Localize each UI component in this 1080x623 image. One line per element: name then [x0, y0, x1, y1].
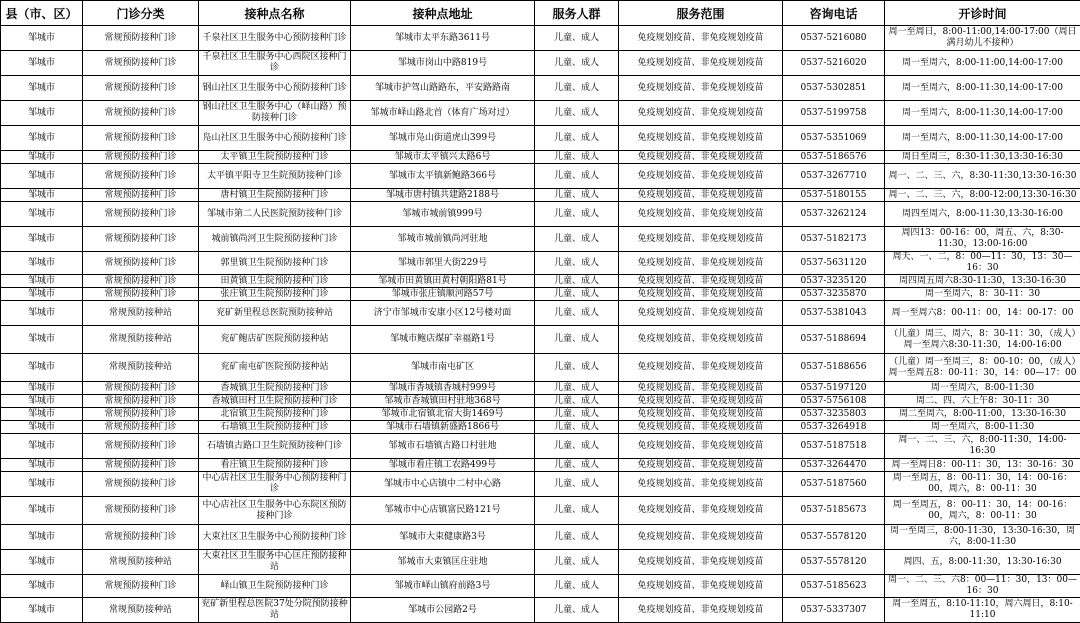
- site-address-cell: 邹城市太平镇新鲍路366号: [351, 164, 535, 189]
- site-name-cell: 千泉社区卫生服务中心西院区接种门诊: [199, 51, 351, 76]
- table-header-row: [1, 1, 1080, 26]
- service-population-cell: 儿童、成人: [535, 26, 619, 51]
- clinic-type-cell: 常规预防接种门诊: [83, 252, 199, 275]
- service-population-cell: 儿童、成人: [535, 434, 619, 459]
- county-cell: 邹城市: [1, 421, 83, 434]
- phone-cell: 0537-5631120: [783, 252, 885, 275]
- service-scope-cell: 免疫规划疫苗、非免疫规划疫苗: [619, 434, 783, 459]
- hours-cell: 周四至周六，8:00-11:30,13:30-16:00: [885, 202, 1080, 227]
- service-population-cell: 儿童、成人: [535, 202, 619, 227]
- phone-cell: 0537-5578120: [783, 525, 885, 550]
- site-name-cell: 兖矿新里程总医院预防接种站: [199, 301, 351, 326]
- phone-cell: 0537-5302851: [783, 76, 885, 101]
- table-row: [1, 252, 1080, 275]
- hours-cell: 周一至周六，8:00-11:30,14:00-17:00: [885, 76, 1080, 101]
- phone-cell: 0537-5337307: [783, 598, 885, 623]
- hours-cell: 周一至周五，8:10-11:10，周六周日，8:10-11:10: [885, 598, 1080, 623]
- site-name-header: 接种点名称: [199, 1, 351, 26]
- site-name-cell: 大束社区卫生服务中心匡庄预防接种站: [199, 550, 351, 575]
- service-scope-cell: 免疫规划疫苗、非免疫规划疫苗: [619, 575, 783, 598]
- service-scope-cell: 免疫规划疫苗、非免疫规划疫苗: [619, 472, 783, 497]
- county-cell: 邹城市: [1, 151, 83, 164]
- site-name-cell: 钢山社区卫生服务中心（峄山路）预防接种门诊: [199, 101, 351, 126]
- site-address-cell: 邹城市大束镇匡庄驻地: [351, 550, 535, 575]
- service-scope-cell: 免疫规划疫苗、非免疫规划疫苗: [619, 275, 783, 288]
- county-cell: 邹城市: [1, 459, 83, 472]
- phone-cell: 0537-3264470: [783, 459, 885, 472]
- clinic-type-cell: 常规预防接种站: [83, 354, 199, 382]
- clinic-type-cell: 常规预防接种门诊: [83, 459, 199, 472]
- phone-cell: 0537-5216080: [783, 26, 885, 51]
- hours-cell: 周一至周六，8:00-11:30: [885, 421, 1080, 434]
- site-address-cell: 邹城市太平镇兴太路6号: [351, 151, 535, 164]
- hours-cell: 周一、二、三、六，8:00-12:00,13:30-16:30: [885, 189, 1080, 202]
- service-scope-cell: 免疫规划疫苗、非免疫规划疫苗: [619, 497, 783, 525]
- service-scope-cell: 免疫规划疫苗、非免疫规划疫苗: [619, 164, 783, 189]
- clinic-type-cell: 常规预防接种门诊: [83, 288, 199, 301]
- service-population-cell: 儿童、成人: [535, 497, 619, 525]
- clinic-type-cell: 常规预防接种门诊: [83, 101, 199, 126]
- service-population-header: 服务人群: [535, 1, 619, 26]
- county-cell: 邹城市: [1, 301, 83, 326]
- site-address-cell: 邹城市唐村镇共建路2188号: [351, 189, 535, 202]
- service-population-cell: 儿童、成人: [535, 51, 619, 76]
- table-row: [1, 202, 1080, 227]
- service-population-cell: 儿童、成人: [535, 395, 619, 408]
- county-cell: 邹城市: [1, 227, 83, 252]
- service-population-cell: 儿童、成人: [535, 252, 619, 275]
- service-population-cell: 儿童、成人: [535, 189, 619, 202]
- site-name-cell: 唐村镇卫生院预防接种门诊: [199, 189, 351, 202]
- site-name-cell: 看庄镇卫生院预防接种门诊: [199, 459, 351, 472]
- service-scope-header: 服务范围: [619, 1, 783, 26]
- service-population-cell: 儿童、成人: [535, 227, 619, 252]
- site-name-cell: 城前镇尚河卫生院预防接种门诊: [199, 227, 351, 252]
- hours-cell: （儿童）周一至周三，8：00-10：00，（成人）周一至周五8：00-11：30，14：00—17：00: [885, 354, 1080, 382]
- county-cell: 邹城市: [1, 189, 83, 202]
- phone-cell: 0537-5185673: [783, 497, 885, 525]
- site-address-cell: 济宁市邹城市安康小区12号楼对面: [351, 301, 535, 326]
- site-address-header: 接种点地址: [351, 1, 535, 26]
- clinic-type-cell: 常规预防接种门诊: [83, 472, 199, 497]
- hours-cell: 周一至周六，8:00-11:30,14:00-17:00: [885, 126, 1080, 151]
- site-address-cell: 邹城市凫山街道虎山399号: [351, 126, 535, 151]
- site-address-cell: 邹城市郭里大街229号: [351, 252, 535, 275]
- hours-cell: 周一、二、三、六8：00—11：30，13：00—16：30: [885, 575, 1080, 598]
- hours-cell: 周一、二、三、六，8:00-11:30，14:00-16:30: [885, 434, 1080, 459]
- hours-cell: 周二至周六，8:00-11:00，13:30-16:30: [885, 408, 1080, 421]
- hours-cell: 周日至周三，8:30-11:30,13:30-16:30: [885, 151, 1080, 164]
- clinic-type-cell: 常规预防接种站: [83, 550, 199, 575]
- table-row: [1, 151, 1080, 164]
- site-name-cell: 千泉社区卫生服务中心预防接种门诊: [199, 26, 351, 51]
- hours-cell: 周一至周五，8：00-11：30，14：00-16：00，周六，8：00-11：30: [885, 497, 1080, 525]
- site-address-cell: 邹城市看庄镇工农路499号: [351, 459, 535, 472]
- table-row: [1, 227, 1080, 252]
- table-row: [1, 598, 1080, 623]
- clinic-type-cell: 常规预防接种门诊: [83, 434, 199, 459]
- hours-cell: 周一至周日，8:00-11:00,14:00-17:00（周日满月幼儿不接种）: [885, 26, 1080, 51]
- hours-cell: 周一至周六，8：30-11：30: [885, 288, 1080, 301]
- hours-cell: 周四周五周六8:30-11:30，13:30-16:30: [885, 275, 1080, 288]
- service-population-cell: 儿童、成人: [535, 301, 619, 326]
- clinic-type-cell: 常规预防接种站: [83, 301, 199, 326]
- table-row: [1, 472, 1080, 497]
- service-population-cell: 儿童、成人: [535, 164, 619, 189]
- table-row: [1, 354, 1080, 382]
- service-scope-cell: 免疫规划疫苗、非免疫规划疫苗: [619, 51, 783, 76]
- service-scope-cell: 免疫规划疫苗、非免疫规划疫苗: [619, 151, 783, 164]
- clinic-type-header: 门诊分类: [83, 1, 199, 26]
- service-scope-cell: 免疫规划疫苗、非免疫规划疫苗: [619, 227, 783, 252]
- phone-cell: 0537-5188656: [783, 354, 885, 382]
- table-row: [1, 525, 1080, 550]
- service-population-cell: 儿童、成人: [535, 288, 619, 301]
- table-row: [1, 275, 1080, 288]
- phone-cell: 0537-5180155: [783, 189, 885, 202]
- phone-cell: 0537-5186576: [783, 151, 885, 164]
- table-row: [1, 164, 1080, 189]
- site-address-cell: 邹城市鲍店煤矿幸福路1号: [351, 326, 535, 354]
- service-scope-cell: 免疫规划疫苗、非免疫规划疫苗: [619, 202, 783, 227]
- site-address-cell: 邹城市南屯矿区: [351, 354, 535, 382]
- service-population-cell: 儿童、成人: [535, 408, 619, 421]
- site-address-cell: 邹城市石墙镇新盛路1866号: [351, 421, 535, 434]
- hours-cell: 周一至周五，8：00-11：30，14：00-16：00，周六，8：00-11：30: [885, 472, 1080, 497]
- hours-cell: 周一至周六，8:00-11:00,14:00-17:00: [885, 51, 1080, 76]
- phone-cell: 0537-5216020: [783, 51, 885, 76]
- table-row: [1, 459, 1080, 472]
- table-row: [1, 288, 1080, 301]
- clinic-type-cell: 常规预防接种门诊: [83, 189, 199, 202]
- phone-cell: 0537-5187560: [783, 472, 885, 497]
- phone-cell: 0537-5351069: [783, 126, 885, 151]
- service-population-cell: 儿童、成人: [535, 101, 619, 126]
- hours-cell: 周二、四、六上午8：30-11：30: [885, 395, 1080, 408]
- table-row: [1, 434, 1080, 459]
- table-row: [1, 126, 1080, 151]
- service-population-cell: 儿童、成人: [535, 275, 619, 288]
- site-name-cell: 太平镇平阳寺卫生院预防接种门诊: [199, 164, 351, 189]
- county-cell: 邹城市: [1, 101, 83, 126]
- service-scope-cell: 免疫规划疫苗、非免疫规划疫苗: [619, 252, 783, 275]
- county-cell: 邹城市: [1, 408, 83, 421]
- clinic-type-cell: 常规预防接种门诊: [83, 76, 199, 101]
- clinic-type-cell: 常规预防接种门诊: [83, 382, 199, 395]
- clinic-type-cell: 常规预防接种门诊: [83, 202, 199, 227]
- clinic-type-cell: 常规预防接种门诊: [83, 421, 199, 434]
- county-cell: 邹城市: [1, 275, 83, 288]
- site-address-cell: 邹城市城前镇尚河驻地: [351, 227, 535, 252]
- site-address-cell: 邹城市石墙镇古路口村驻地: [351, 434, 535, 459]
- county-cell: 邹城市: [1, 598, 83, 623]
- service-scope-cell: 免疫规划疫苗、非免疫规划疫苗: [619, 76, 783, 101]
- table-row: [1, 395, 1080, 408]
- service-population-cell: 儿童、成人: [535, 459, 619, 472]
- table-body: [1, 26, 1080, 623]
- clinic-type-cell: 常规预防接种门诊: [83, 525, 199, 550]
- clinic-type-cell: 常规预防接种门诊: [83, 395, 199, 408]
- county-cell: 邹城市: [1, 395, 83, 408]
- site-name-cell: 石墙镇卫生院预防接种门诊: [199, 421, 351, 434]
- site-name-cell: 中心店社区卫生服务中心预防接种门诊: [199, 472, 351, 497]
- site-name-cell: 张庄镇卫生院预防接种门诊: [199, 288, 351, 301]
- county-cell: 邹城市: [1, 434, 83, 459]
- hours-cell: 周四、五，8:00-11:30，13:30-16:30: [885, 550, 1080, 575]
- table-row: [1, 382, 1080, 395]
- service-scope-cell: 免疫规划疫苗、非免疫规划疫苗: [619, 459, 783, 472]
- hours-cell: 周一至周日8：00-11：30，13：30-16：30: [885, 459, 1080, 472]
- site-name-cell: 郭里镇卫生院预防接种门诊: [199, 252, 351, 275]
- service-population-cell: 儿童、成人: [535, 575, 619, 598]
- clinic-type-cell: 常规预防接种站: [83, 326, 199, 354]
- table-row: [1, 301, 1080, 326]
- service-population-cell: 儿童、成人: [535, 126, 619, 151]
- clinic-type-cell: 常规预防接种门诊: [83, 408, 199, 421]
- site-address-cell: 邹城市太平东路3611号: [351, 26, 535, 51]
- service-population-cell: 儿童、成人: [535, 421, 619, 434]
- site-name-cell: 钢山社区卫生服务中心预防接种门诊: [199, 76, 351, 101]
- county-cell: 邹城市: [1, 76, 83, 101]
- table-row: [1, 408, 1080, 421]
- county-cell: 邹城市: [1, 126, 83, 151]
- site-address-cell: 邹城市岗山中路819号: [351, 51, 535, 76]
- site-name-cell: 中心店社区卫生服务中心东院区预防接种门诊: [199, 497, 351, 525]
- clinic-type-cell: 常规预防接种门诊: [83, 497, 199, 525]
- phone-cell: 0537-3264918: [783, 421, 885, 434]
- service-scope-cell: 免疫规划疫苗、非免疫规划疫苗: [619, 395, 783, 408]
- phone-cell: 0537-5199758: [783, 101, 885, 126]
- clinic-type-cell: 常规预防接种门诊: [83, 227, 199, 252]
- table-row: [1, 189, 1080, 202]
- table-row: [1, 76, 1080, 101]
- hours-cell: 周一、二、三、六，8:30-11:30,13:30-16:30: [885, 164, 1080, 189]
- phone-header: 咨询电话: [783, 1, 885, 26]
- county-cell: 邹城市: [1, 164, 83, 189]
- site-name-cell: 北宿镇卫生院预防接种门诊: [199, 408, 351, 421]
- service-scope-cell: 免疫规划疫苗、非免疫规划疫苗: [619, 408, 783, 421]
- site-address-cell: 邹城市香城镇田村驻地368号: [351, 395, 535, 408]
- site-address-cell: 邹城市北宿镇北宿大街1469号: [351, 408, 535, 421]
- county-cell: 邹城市: [1, 354, 83, 382]
- site-address-cell: 邹城市峄山路北首（体育广场对过）: [351, 101, 535, 126]
- phone-cell: 0537-3262124: [783, 202, 885, 227]
- service-scope-cell: 免疫规划疫苗、非免疫规划疫苗: [619, 288, 783, 301]
- phone-cell: 0537-3235803: [783, 408, 885, 421]
- clinic-type-cell: 常规预防接种门诊: [83, 164, 199, 189]
- county-cell: 邹城市: [1, 26, 83, 51]
- county-cell: 邹城市: [1, 51, 83, 76]
- service-scope-cell: 免疫规划疫苗、非免疫规划疫苗: [619, 382, 783, 395]
- service-scope-cell: 免疫规划疫苗、非免疫规划疫苗: [619, 598, 783, 623]
- county-cell: 邹城市: [1, 252, 83, 275]
- county-cell: 邹城市: [1, 550, 83, 575]
- phone-cell: 0537-5182173: [783, 227, 885, 252]
- service-population-cell: 儿童、成人: [535, 598, 619, 623]
- table-row: [1, 497, 1080, 525]
- service-scope-cell: 免疫规划疫苗、非免疫规划疫苗: [619, 525, 783, 550]
- phone-cell: 0537-3235870: [783, 288, 885, 301]
- site-name-cell: 兖矿新里程总医院37处分院预防接种站: [199, 598, 351, 623]
- hours-cell: 周一至周三，8:00-11:30，13:30-16:30，周六，8:00-11:30: [885, 525, 1080, 550]
- site-name-cell: 香城镇田村卫生院预防接种门诊: [199, 395, 351, 408]
- site-address-cell: 邹城市护驾山路路东，平安路路南: [351, 76, 535, 101]
- hours-cell: 周天、一、二，8：00—11：30，13：30—16：30: [885, 252, 1080, 275]
- clinic-type-cell: 常规预防接种门诊: [83, 26, 199, 51]
- hours-cell: 周一至周六8：00-11：00，14：00-17：00: [885, 301, 1080, 326]
- clinic-type-cell: 常规预防接种门诊: [83, 151, 199, 164]
- county-cell: 邹城市: [1, 288, 83, 301]
- county-cell: 邹城市: [1, 202, 83, 227]
- county-cell: 邹城市: [1, 382, 83, 395]
- service-population-cell: 儿童、成人: [535, 326, 619, 354]
- service-population-cell: 儿童、成人: [535, 354, 619, 382]
- phone-cell: 0537-5187518: [783, 434, 885, 459]
- site-name-cell: 石墙镇古路口卫生院预防接种门诊: [199, 434, 351, 459]
- service-scope-cell: 免疫规划疫苗、非免疫规划疫苗: [619, 354, 783, 382]
- site-name-cell: 香城镇卫生院预防接种门诊: [199, 382, 351, 395]
- phone-cell: 0537-3235120: [783, 275, 885, 288]
- phone-cell: 0537-5197120: [783, 382, 885, 395]
- county-cell: 邹城市: [1, 497, 83, 525]
- service-scope-cell: 免疫规划疫苗、非免疫规划疫苗: [619, 301, 783, 326]
- service-population-cell: 儿童、成人: [535, 151, 619, 164]
- service-population-cell: 儿童、成人: [535, 76, 619, 101]
- service-scope-cell: 免疫规划疫苗、非免疫规划疫苗: [619, 26, 783, 51]
- phone-cell: 0537-3267710: [783, 164, 885, 189]
- hours-cell: 周一至周六，8:00-11:30: [885, 382, 1080, 395]
- table-row: [1, 550, 1080, 575]
- site-address-cell: 邹城市中心店镇中二村中心路: [351, 472, 535, 497]
- clinic-type-cell: 常规预防接种门诊: [83, 51, 199, 76]
- site-address-cell: 邹城市香城镇香城村999号: [351, 382, 535, 395]
- phone-cell: 0537-5756108: [783, 395, 885, 408]
- service-scope-cell: 免疫规划疫苗、非免疫规划疫苗: [619, 326, 783, 354]
- site-address-cell: 邹城市大束健康路3号: [351, 525, 535, 550]
- table-row: [1, 326, 1080, 354]
- table-row: [1, 421, 1080, 434]
- county-cell: 邹城市: [1, 575, 83, 598]
- site-name-cell: 邹城市第二人民医院预防接种门诊: [199, 202, 351, 227]
- site-name-cell: 峄山镇卫生院预防接种门诊: [199, 575, 351, 598]
- phone-cell: 0537-5381043: [783, 301, 885, 326]
- phone-cell: 0537-5185623: [783, 575, 885, 598]
- hours-cell: 周四13：00-16：00，周五、六，8:30-11:30，13:00-16:00: [885, 227, 1080, 252]
- clinic-type-cell: 常规预防接种门诊: [83, 575, 199, 598]
- site-name-cell: 兖矿鲍店矿医院预防接种站: [199, 326, 351, 354]
- table-row: [1, 26, 1080, 51]
- phone-cell: 0537-5578120: [783, 550, 885, 575]
- hours-cell: （儿童）周三、周六，8：30-11：30，（成人）周一至周六8:30-11:30，14:00-16:00: [885, 326, 1080, 354]
- county-header: 县（市、区）: [1, 1, 83, 26]
- service-population-cell: 儿童、成人: [535, 525, 619, 550]
- hours-cell: 周一至周六，8:00-11:30,14:00-17:00: [885, 101, 1080, 126]
- site-address-cell: 邹城市田黄镇田黄村朝阳路81号: [351, 275, 535, 288]
- site-address-cell: 邹城市峄山镇府前路3号: [351, 575, 535, 598]
- clinic-type-cell: 常规预防接种门诊: [83, 275, 199, 288]
- county-cell: 邹城市: [1, 472, 83, 497]
- site-name-cell: 大束社区卫生服务中心预防接种门诊: [199, 525, 351, 550]
- hours-header: 开诊时间: [885, 1, 1080, 26]
- site-address-cell: 邹城市张庄镇顺河路57号: [351, 288, 535, 301]
- site-name-cell: 太平镇卫生院预防接种门诊: [199, 151, 351, 164]
- phone-cell: 0537-5188694: [783, 326, 885, 354]
- site-name-cell: 田黄镇卫生院预防接种门诊: [199, 275, 351, 288]
- clinic-type-cell: 常规预防接种站: [83, 598, 199, 623]
- service-scope-cell: 免疫规划疫苗、非免疫规划疫苗: [619, 421, 783, 434]
- site-address-cell: 邹城市中心店镇富民路121号: [351, 497, 535, 525]
- service-scope-cell: 免疫规划疫苗、非免疫规划疫苗: [619, 126, 783, 151]
- county-cell: 邹城市: [1, 326, 83, 354]
- site-address-cell: 邹城市公园路2号: [351, 598, 535, 623]
- site-name-cell: 兖矿南屯矿医院预防接种站: [199, 354, 351, 382]
- service-scope-cell: 免疫规划疫苗、非免疫规划疫苗: [619, 550, 783, 575]
- table-row: [1, 51, 1080, 76]
- clinic-type-cell: 常规预防接种门诊: [83, 126, 199, 151]
- service-population-cell: 儿童、成人: [535, 550, 619, 575]
- service-population-cell: 儿童、成人: [535, 382, 619, 395]
- site-address-cell: 邹城市城前镇999号: [351, 202, 535, 227]
- service-population-cell: 儿童、成人: [535, 472, 619, 497]
- county-cell: 邹城市: [1, 525, 83, 550]
- table-row: [1, 101, 1080, 126]
- site-name-cell: 凫山社区卫生服务中心预防接种门诊: [199, 126, 351, 151]
- table-row: [1, 575, 1080, 598]
- service-scope-cell: 免疫规划疫苗、非免疫规划疫苗: [619, 101, 783, 126]
- service-scope-cell: 免疫规划疫苗、非免疫规划疫苗: [619, 189, 783, 202]
